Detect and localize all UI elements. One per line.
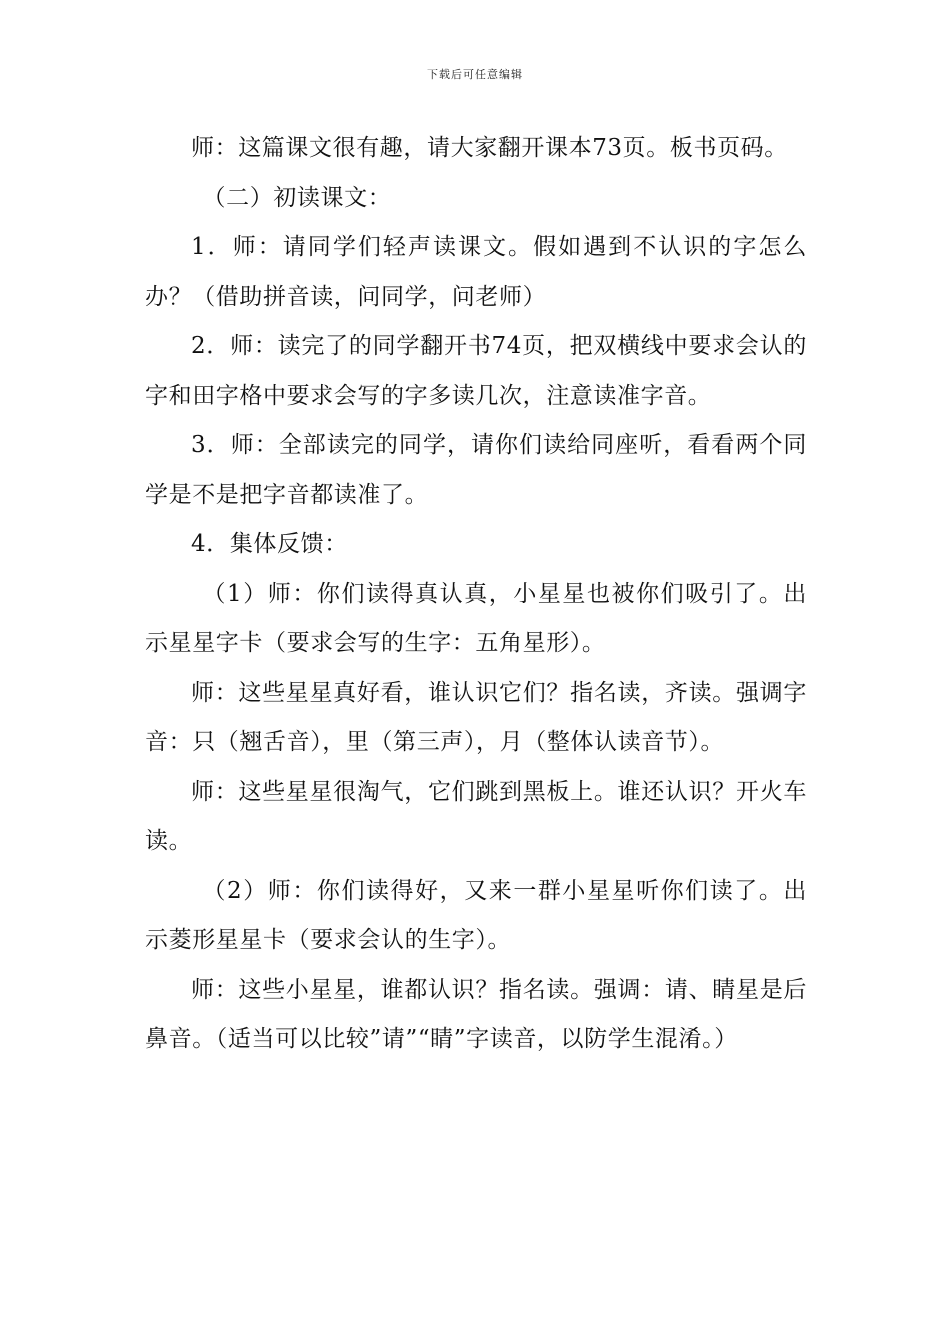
paragraph-teacher-stars-naughty: 师：这些星星很淘气，它们跳到黑板上。谁还认识？开火车读。 (145, 778, 807, 854)
paragraph-step-4: 4．集体反馈： (191, 531, 348, 557)
paragraph-step-2: 2．师：读完了的同学翻开书74页，把双横线中要求会认的字和田字格中要求会写的字多读几次，注意读准字音。 (145, 333, 807, 409)
paragraph-step-1: 1．师：请同学们轻声读课文。假如遇到不认识的字怎么办？（借助拼音读，问同学，问老师） (145, 234, 807, 310)
paragraph-feedback-2: （2）师：你们读得好，又来一群小星星听你们读了。出示菱形星星卡（要求会认的生字）。 (145, 877, 807, 953)
document-body (145, 124, 807, 1065)
paragraph-teacher-stars-pretty: 师：这些星星真好看，谁认识它们？指名读，齐读。强调字音：只（翘舌音），里（第三声），月（整体认读音节）。 (145, 679, 807, 755)
paragraph-feedback-1: （1）师：你们读得真认真，小星星也被你们吸引了。出示星星字卡（要求会写的生字：五角星形）。 (145, 580, 807, 656)
paragraph-open-textbook: 师：这篇课文很有趣，请大家翻开课本73页。板书页码。 (191, 135, 788, 161)
paragraph-teacher-small-stars: 师：这些小星星，谁都认识？指名读。强调：请、睛星是后鼻音。（适当可以比较”请”“睛”字读音，以防学生混淆。） (145, 976, 807, 1052)
paragraph-step-3: 3．师：全部读完的同学，请你们读给同座听，看看两个同学是不是把字音都读准了。 (145, 432, 807, 508)
section-heading-first-reading: （二）初读课文： (202, 184, 392, 211)
page-header-note: 下载后可任意编辑 (427, 68, 523, 81)
